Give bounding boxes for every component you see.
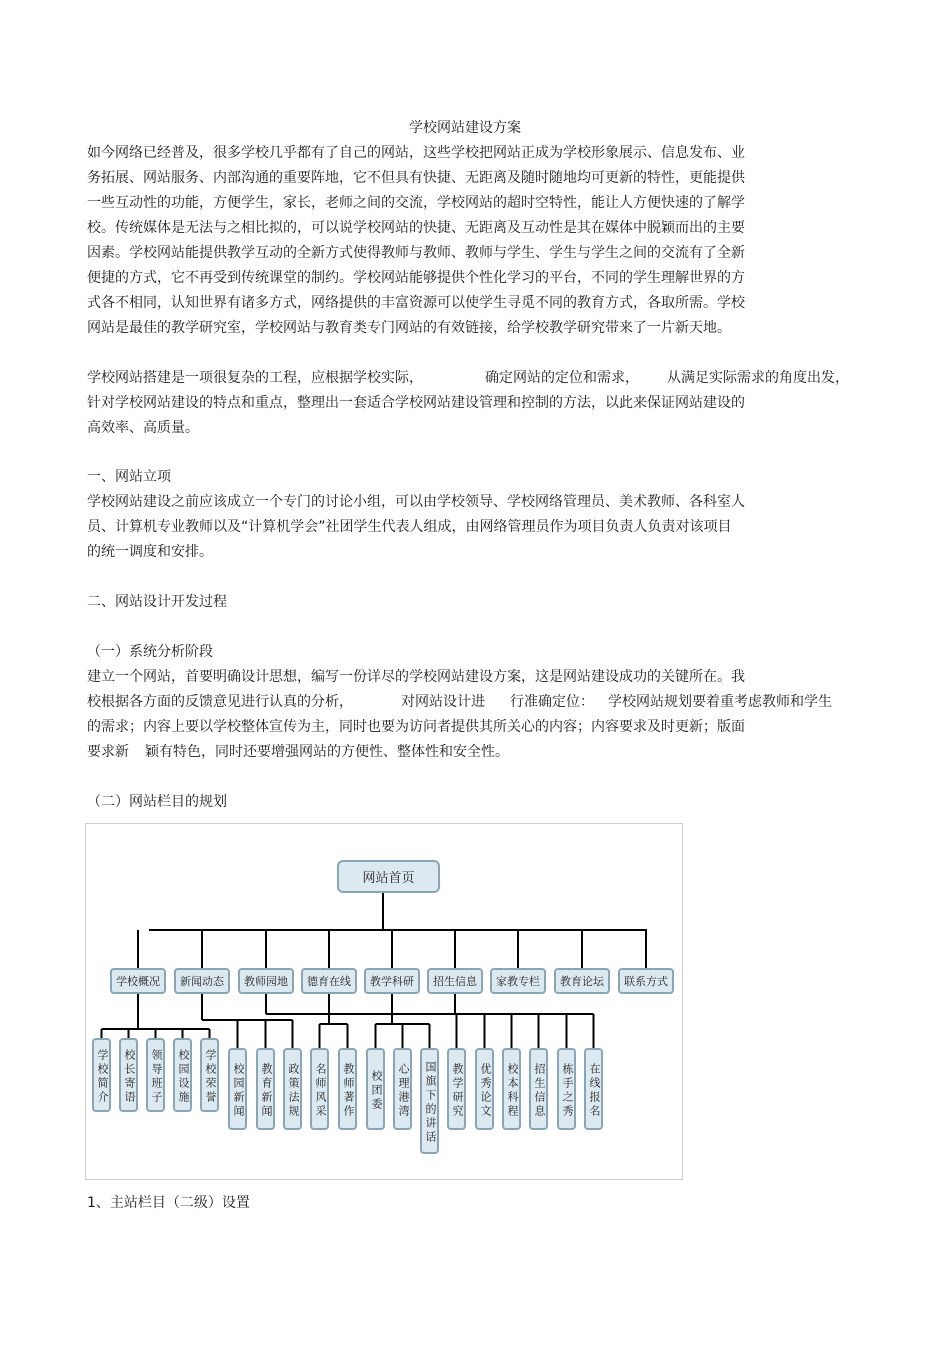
subsection1-line4-part1: 要求新: [87, 744, 129, 760]
diagram-level2-node: 教师园地: [238, 968, 294, 994]
diagram-level3-node: 招生信息: [529, 1048, 548, 1130]
diagram-level2-node: 新闻动态: [174, 968, 230, 994]
document-title: 学校网站建设方案: [409, 120, 521, 136]
subsection2-heading: （二）网站栏目的规划: [87, 794, 227, 810]
subsection1-line2-part4: 学校网站规划要着重考虑教师和学生: [608, 694, 832, 710]
diagram-level3-node: 校园设施: [173, 1038, 192, 1112]
site-structure-diagram: [85, 823, 683, 1180]
diagram-level3-node: 学校荣誉: [200, 1038, 219, 1112]
para2-line3: 高效率、高质量。: [87, 420, 199, 436]
diagram-level3-node: 学校简介: [92, 1038, 111, 1112]
diagram-level3-node: 教学研究: [447, 1048, 466, 1130]
diagram-level3-node: 校园新闻: [228, 1048, 247, 1130]
diagram-level3-node: 校团委: [366, 1048, 385, 1130]
para2-line1-part1: 学校网站搭建是一项很复杂的工程，应根据学校实际，: [87, 370, 423, 386]
intro-line: 式各不相同，认知世界有诸多方式，网络提供的丰富资源可以使学生寻觅不同的教育方式，各取所需。学校: [87, 295, 745, 311]
diagram-root-node: 网站首页: [337, 860, 440, 893]
subsection1-line2-part3: 行准确定位：: [510, 694, 594, 710]
diagram-level3-node: 优秀论文: [475, 1048, 494, 1130]
subsection1-line2-part2: 对网站设计进: [401, 694, 485, 710]
section1-heading: 一、网站立项: [87, 469, 171, 485]
diagram-level2-node: 德育在线: [301, 968, 357, 994]
diagram-level3-node: 心理港湾: [393, 1048, 412, 1130]
diagram-level3-node: 国旗下的讲话: [420, 1048, 439, 1154]
intro-line: 便捷的方式，它不再受到传统课堂的制约。学校网站能够提供个性化学习的平台，不同的学生理解世界的方: [87, 270, 745, 286]
intro-line: 网站是最佳的教学研究室，学校网站与教育类专门网站的有效链接，给学校教学研究带来了一片新天地。: [87, 320, 731, 336]
section1-line: 员、计算机专业教师以及“计算机学会”社团学生代表人组成，由网络管理员作为项目负责人负责对该项目: [87, 519, 732, 535]
diagram-level3-node: 政策法规: [283, 1048, 302, 1130]
para2-line1-part3: 从满足实际需求的角度出发，: [667, 370, 849, 386]
subsection1-line: 的需求；内容上要以学校整体宣传为主，同时也要为访问者提供其所关心的内容；内容要求及时更新；版面: [87, 719, 745, 735]
diagram-level2-node: 家教专栏: [490, 968, 546, 994]
diagram-level3-node: 栋手之秀: [557, 1048, 576, 1130]
para2-line2: 针对学校网站建设的特点和重点，整理出一套适合学校网站建设管理和控制的方法，以此来保证网站建设的: [87, 395, 745, 411]
diagram-level2-node: 教学科研: [364, 968, 420, 994]
diagram-level2-node: 联系方式: [618, 968, 674, 994]
item1-heading: 1、主站栏目（二级）设置: [87, 1195, 250, 1211]
intro-line: 一些互动性的功能，方便学生，家长，老师之间的交流，学校网站的超时空特性，能让人方便快速的了解学: [87, 195, 745, 211]
diagram-level3-node: 校长寄语: [119, 1038, 138, 1112]
diagram-level3-node: 教育新闻: [256, 1048, 275, 1130]
subsection1-heading: （一）系统分析阶段: [87, 644, 213, 660]
section1-line: 学校网站建设之前应该成立一个专门的讨论小组，可以由学校领导、学校网络管理员、美术教师、各科室人: [87, 494, 745, 510]
intro-line: 务拓展、网站服务、内部沟通的重要阵地，它不但具有快捷、无距离及随时随地均可更新的特性，更能提供: [87, 170, 745, 186]
diagram-level3-node: 校本科程: [502, 1048, 521, 1130]
diagram-level3-node: 名师风采: [310, 1048, 329, 1130]
subsection1-line: 建立一个网站，首要明确设计思想，编写一份详尽的学校网站建设方案，这是网站建设成功的关键所在。我: [87, 669, 745, 685]
subsection1-line4-part2: 颖有特色，同时还要增强网站的方便性、整体性和安全性。: [145, 744, 509, 760]
para2-line1-part2: 确定网站的定位和需求，: [485, 370, 639, 386]
section1-line: 的统一调度和安排。: [87, 544, 213, 560]
diagram-level3-node: 教师著作: [338, 1048, 357, 1130]
intro-line: 校。传统媒体是无法与之相比拟的，可以说学校网站的快捷、无距离及互动性是其在媒体中脱颖而出的主要: [87, 220, 745, 236]
diagram-level3-node: 领导班子: [146, 1038, 165, 1112]
diagram-level2-node: 教育论坛: [554, 968, 610, 994]
section2-heading: 二、网站设计开发过程: [87, 594, 227, 610]
diagram-level3-node: 在线报名: [584, 1048, 603, 1130]
diagram-level2-node: 招生信息: [427, 968, 483, 994]
intro-line: 因素。学校网站能提供教学互动的全新方式使得教师与教师、教师与学生、学生与学生之间的交流有了全新: [87, 245, 745, 261]
subsection1-line2-part1: 校根据各方面的反馈意见进行认真的分析，: [87, 694, 353, 710]
intro-line: 如今网络已经普及，很多学校几乎都有了自己的网站，这些学校把网站正成为学校形象展示、信息发布、业: [87, 145, 745, 161]
diagram-level2-node: 学校概况: [110, 968, 166, 994]
